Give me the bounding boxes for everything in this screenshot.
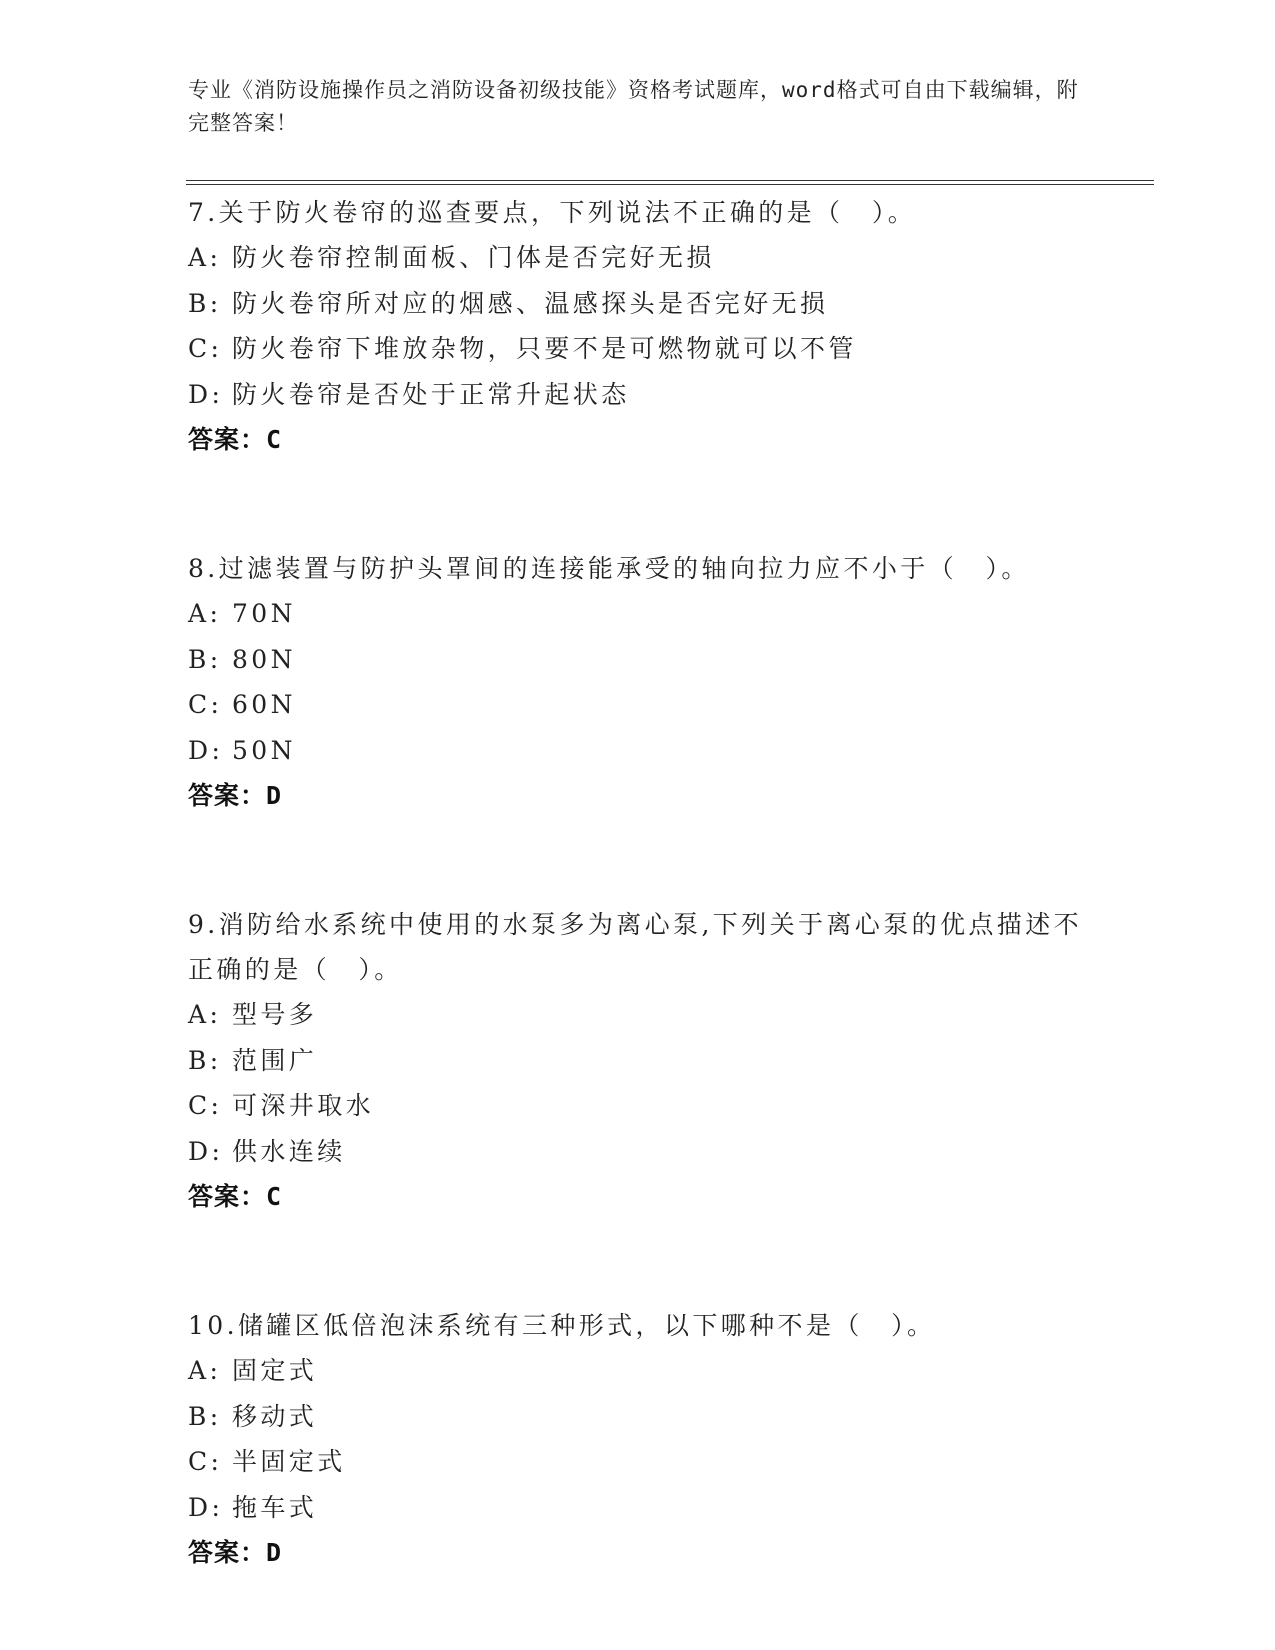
option-text: 固定式 — [232, 1356, 318, 1385]
option-a — [188, 992, 1088, 1038]
option-text: 供水连续 — [232, 1136, 346, 1166]
option-text: 半固定式 — [232, 1447, 346, 1476]
question-10 — [188, 1303, 1088, 1575]
option-c — [188, 682, 1088, 728]
option-text: 防火卷帘控制面板、门体是否完好无损 — [232, 243, 715, 272]
option-letter: D: — [188, 735, 224, 765]
question-9 — [188, 902, 1088, 1219]
question-7 — [188, 190, 1088, 462]
option-b — [188, 637, 1088, 683]
question-spacer — [188, 818, 1088, 902]
option-text: 防火卷帘下堆放杂物，只要不是可燃物就可以不管 — [232, 334, 857, 363]
option-letter: C: — [188, 1447, 223, 1476]
option-letter: A: — [188, 243, 222, 272]
answer-label: 答案：D — [188, 781, 283, 810]
option-text: 80N — [232, 644, 296, 674]
option-letter: B: — [188, 644, 222, 674]
option-c — [188, 1083, 1088, 1129]
option-text: 防火卷帘所对应的烟感、温感探头是否完好无损 — [232, 288, 829, 318]
option-letter: D: — [188, 1136, 224, 1166]
question-stem: 8.过滤装置与防护头罩间的连接能承受的轴向拉力应不小于（ ）。 — [188, 554, 1030, 583]
header-divider-bottom — [186, 184, 1154, 185]
answer-label: 答案：C — [188, 1182, 283, 1211]
option-letter: A: — [188, 1000, 222, 1029]
option-text: 可深井取水 — [232, 1091, 375, 1120]
question-stem: 9.消防给水系统中使用的水泵多为离心泵,下列关于离心泵的优点描述不正确的是（ ）。 — [188, 910, 1083, 984]
question-spacer — [188, 1219, 1088, 1303]
option-text: 70N — [232, 599, 296, 628]
option-text: 拖车式 — [232, 1492, 318, 1522]
option-text: 60N — [232, 690, 296, 719]
option-letter: A: — [188, 1356, 222, 1385]
option-letter: C: — [188, 334, 223, 363]
option-b — [188, 281, 1088, 327]
option-letter: D: — [188, 379, 224, 409]
header-divider-top — [186, 180, 1154, 181]
option-d — [188, 372, 1088, 418]
option-text: 移动式 — [232, 1401, 318, 1431]
option-letter: A: — [188, 599, 222, 628]
option-text: 范围广 — [232, 1045, 318, 1075]
question-8 — [188, 546, 1088, 818]
option-letter: D: — [188, 1492, 224, 1522]
document-header: 专业《消防设施操作员之消防设备初级技能》资格考试题库，word格式可自由下载编辑，附完整答案！ — [188, 78, 1079, 135]
option-letter: B: — [188, 288, 222, 318]
option-letter: B: — [188, 1401, 222, 1431]
option-text: 型号多 — [232, 1000, 318, 1029]
option-c — [188, 326, 1088, 372]
answer-label: 答案：D — [188, 1538, 283, 1567]
option-letter: B: — [188, 1045, 222, 1075]
option-d — [188, 728, 1088, 774]
question-spacer — [188, 462, 1088, 546]
option-letter: C: — [188, 690, 223, 719]
option-c — [188, 1439, 1088, 1485]
option-a — [188, 1348, 1088, 1394]
option-d — [188, 1129, 1088, 1175]
option-a — [188, 235, 1088, 281]
answer-label: 答案：C — [188, 425, 283, 454]
question-list — [188, 190, 1088, 1575]
option-a — [188, 591, 1088, 637]
option-b — [188, 1394, 1088, 1440]
question-stem: 7.关于防火卷帘的巡查要点，下列说法不正确的是（ ）。 — [188, 198, 917, 227]
option-b — [188, 1038, 1088, 1084]
option-d — [188, 1485, 1088, 1531]
option-text: 50N — [232, 735, 296, 765]
option-letter: C: — [188, 1091, 223, 1120]
question-stem: 10.储罐区低倍泡沫系统有三种形式，以下哪种不是（ ）。 — [188, 1311, 936, 1340]
option-text: 防火卷帘是否处于正常升起状态 — [232, 379, 630, 409]
